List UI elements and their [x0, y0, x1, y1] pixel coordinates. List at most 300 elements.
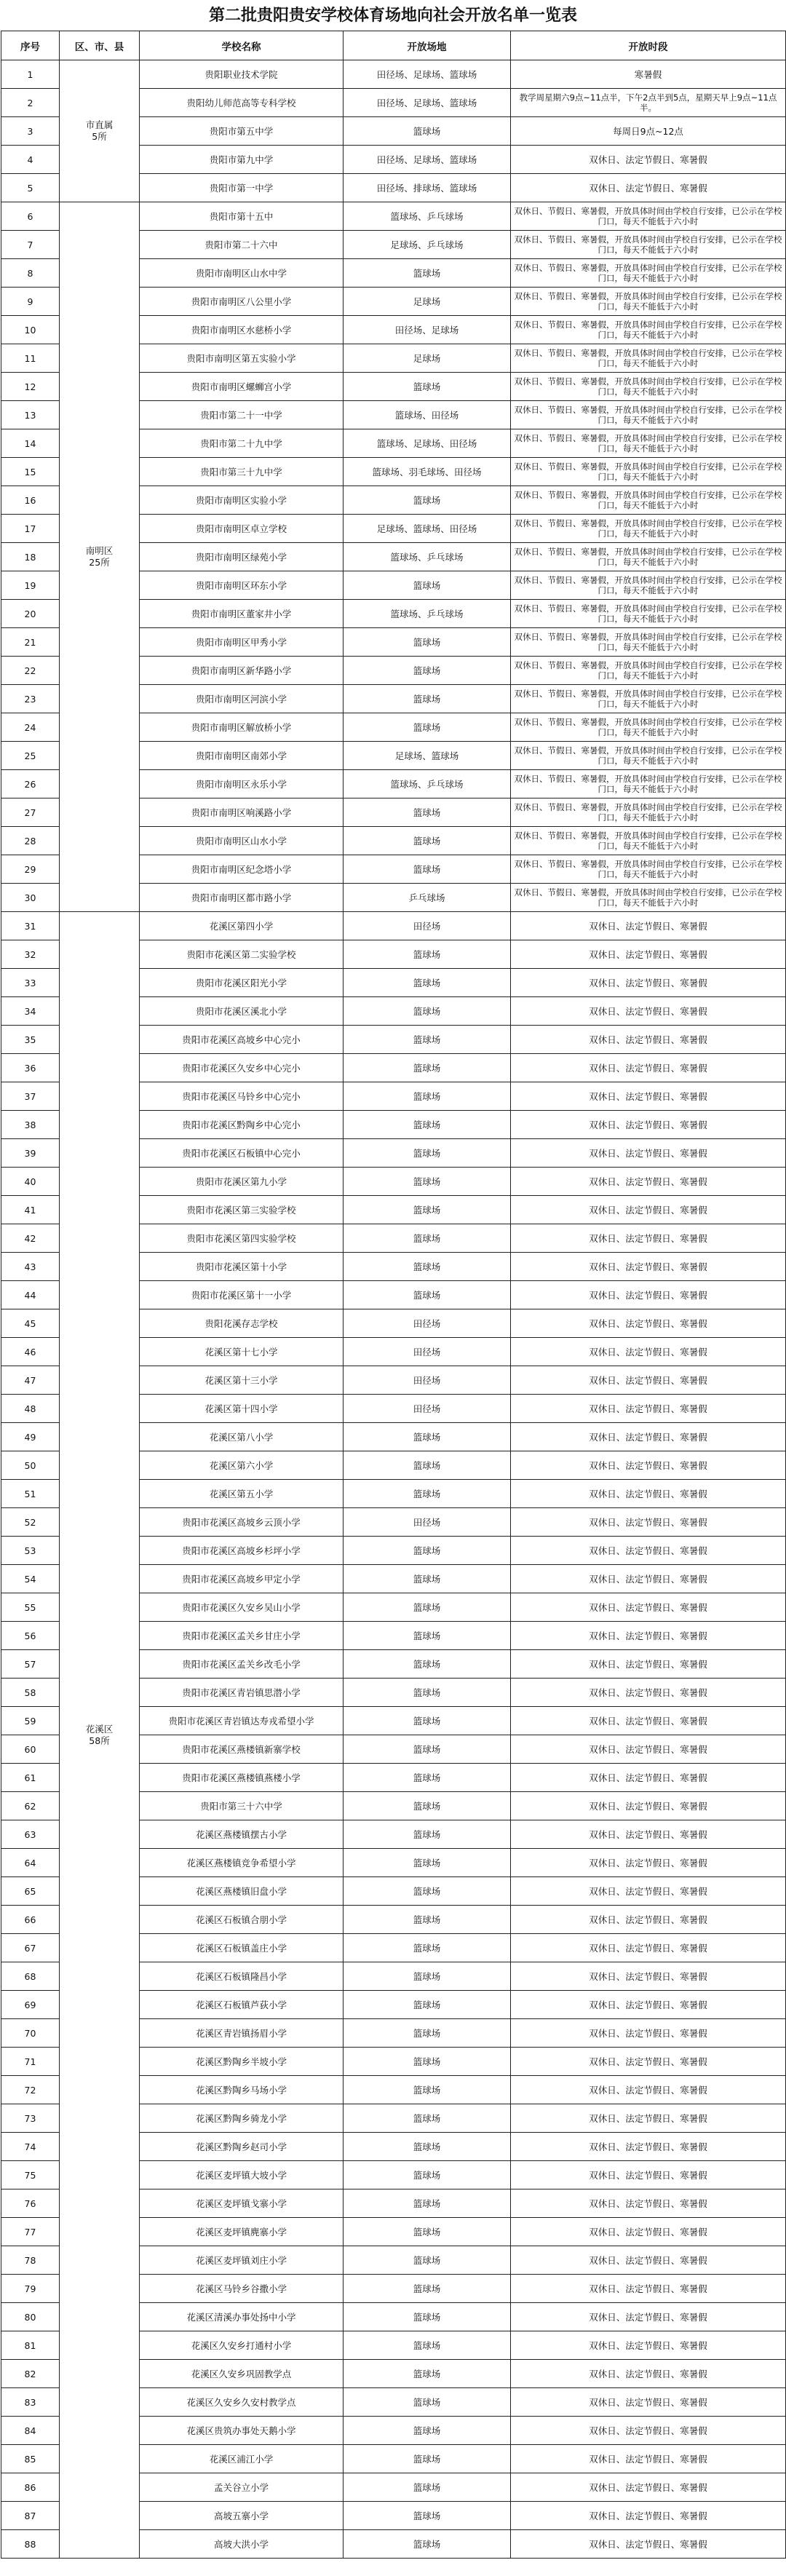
school-name: 花溪区青岩镇扬眉小学	[140, 2019, 344, 2048]
school-name: 贵阳市花溪区久安乡吴山小学	[140, 1593, 344, 1622]
venue: 篮球场	[344, 1735, 511, 1764]
open-hours: 双休日、节假日、寒暑假，开放具体时间由学校自行安排，已公示在学校门口，每天不能低于六小时	[511, 486, 786, 515]
row-number: 34	[1, 997, 60, 1026]
school-name: 贵阳市第五中学	[140, 117, 344, 146]
venue: 篮球场	[344, 2473, 511, 2502]
venue: 篮球场	[344, 1451, 511, 1480]
school-name: 贵阳市南明区甲秀小学	[140, 628, 344, 657]
row-number: 18	[1, 543, 60, 571]
district-cell	[60, 202, 140, 912]
header-hours: 开放时段	[511, 31, 786, 60]
venue: 篮球场	[344, 2048, 511, 2076]
school-name: 贵阳市花溪区第十小学	[140, 1253, 344, 1281]
open-hours: 双休日、法定节假日、寒暑假	[511, 1934, 786, 1962]
venue: 篮球场	[344, 940, 511, 969]
venue: 篮球场	[344, 1537, 511, 1565]
venue: 篮球场	[344, 1792, 511, 1820]
row-number: 76	[1, 2189, 60, 2218]
open-hours: 双休日、节假日、寒暑假，开放具体时间由学校自行安排，已公示在学校门口，每天不能低于六小时	[511, 571, 786, 600]
venue: 篮球场	[344, 2360, 511, 2388]
venue: 篮球场	[344, 827, 511, 855]
row-number: 53	[1, 1537, 60, 1565]
school-name: 贵阳市南明区绿苑小学	[140, 543, 344, 571]
row-number: 87	[1, 2502, 60, 2530]
open-hours: 寒暑假	[511, 60, 786, 89]
open-hours: 双休日、法定节假日、寒暑假	[511, 969, 786, 997]
row-number: 59	[1, 1707, 60, 1735]
open-hours: 双休日、法定节假日、寒暑假	[511, 1366, 786, 1395]
venue: 篮球场	[344, 1139, 511, 1168]
school-name: 花溪区燕楼镇旧盘小学	[140, 1877, 344, 1906]
venue: 田径场	[344, 1338, 511, 1366]
district-cell	[60, 912, 140, 2559]
school-name: 贵阳市南明区解放桥小学	[140, 713, 344, 742]
row-number: 43	[1, 1253, 60, 1281]
venue: 田径场	[344, 1395, 511, 1423]
school-name: 贵阳市南明区新华路小学	[140, 657, 344, 685]
school-name: 花溪区黔陶乡马场小学	[140, 2076, 344, 2104]
open-hours: 双休日、节假日、寒暑假，开放具体时间由学校自行安排，已公示在学校门口，每天不能低于六小时	[511, 316, 786, 344]
open-hours: 双休日、法定节假日、寒暑假	[511, 2445, 786, 2473]
venue: 篮球场	[344, 1764, 511, 1792]
venue: 篮球场	[344, 1877, 511, 1906]
row-number: 54	[1, 1565, 60, 1593]
school-name: 贵阳市花溪区第三实验学校	[140, 1196, 344, 1224]
venue: 足球场、篮球场、田径场	[344, 515, 511, 543]
open-hours: 双休日、节假日、寒暑假，开放具体时间由学校自行安排，已公示在学校门口，每天不能低于六小时	[511, 713, 786, 742]
school-name: 花溪区黔陶乡骑龙小学	[140, 2104, 344, 2133]
school-name: 贵阳市南明区山水小学	[140, 827, 344, 855]
row-number: 23	[1, 685, 60, 713]
venue: 篮球场	[344, 997, 511, 1026]
school-name: 花溪区第十四小学	[140, 1395, 344, 1423]
school-name: 花溪区燕楼镇摆古小学	[140, 1820, 344, 1849]
school-name: 贵阳市南明区螺蛳宫小学	[140, 373, 344, 401]
row-number: 19	[1, 571, 60, 600]
row-number: 45	[1, 1309, 60, 1338]
row-number: 14	[1, 429, 60, 458]
row-number: 55	[1, 1593, 60, 1622]
school-name: 贵阳市南明区实验小学	[140, 486, 344, 515]
open-hours: 双休日、法定节假日、寒暑假	[511, 1508, 786, 1537]
open-hours: 双休日、法定节假日、寒暑假	[511, 1026, 786, 1054]
venue: 篮球场	[344, 1962, 511, 1991]
row-number: 38	[1, 1111, 60, 1139]
open-hours: 双休日、法定节假日、寒暑假	[511, 940, 786, 969]
open-hours: 双休日、法定节假日、寒暑假	[511, 1849, 786, 1877]
school-name: 贵阳市花溪区高坡乡中心完小	[140, 1026, 344, 1054]
district-name: 花溪区	[85, 1723, 114, 1735]
venue: 足球场	[344, 344, 511, 373]
open-hours: 双休日、法定节假日、寒暑假	[511, 2189, 786, 2218]
school-name: 贵阳市花溪区第十一小学	[140, 1281, 344, 1309]
table-body	[1, 60, 786, 2559]
open-hours: 双休日、法定节假日、寒暑假	[511, 2019, 786, 2048]
school-name: 贵阳市花溪区高坡乡杉坪小学	[140, 1537, 344, 1565]
venue: 篮球场	[344, 373, 511, 401]
row-number: 6	[1, 202, 60, 231]
school-name: 贵阳市第三十六中学	[140, 1792, 344, 1820]
open-hours: 双休日、节假日、寒暑假，开放具体时间由学校自行安排，已公示在学校门口，每天不能低于六小时	[511, 259, 786, 288]
open-hours: 双休日、节假日、寒暑假，开放具体时间由学校自行安排，已公示在学校门口，每天不能低于六小时	[511, 202, 786, 231]
school-name: 花溪区黔陶乡赵司小学	[140, 2133, 344, 2161]
venue: 篮球场	[344, 2502, 511, 2530]
district-count: 25所	[89, 557, 110, 568]
open-hours: 双休日、法定节假日、寒暑假	[511, 2473, 786, 2502]
open-hours: 双休日、法定节假日、寒暑假	[511, 2502, 786, 2530]
open-hours: 双休日、法定节假日、寒暑假	[511, 1593, 786, 1622]
school-name: 贵阳幼儿师范高等专科学校	[140, 89, 344, 117]
row-number: 28	[1, 827, 60, 855]
open-hours: 双休日、法定节假日、寒暑假	[511, 1735, 786, 1764]
open-hours: 双休日、节假日、寒暑假，开放具体时间由学校自行安排，已公示在学校门口，每天不能低于六小时	[511, 884, 786, 912]
row-number: 56	[1, 1622, 60, 1650]
venue: 篮球场	[344, 117, 511, 146]
venue: 篮球场	[344, 2104, 511, 2133]
venue: 篮球场	[344, 1054, 511, 1082]
district-name: 市直属	[85, 119, 114, 130]
venue: 篮球场	[344, 798, 511, 827]
open-hours: 双休日、节假日、寒暑假，开放具体时间由学校自行安排，已公示在学校门口，每天不能低于六小时	[511, 827, 786, 855]
row-number: 78	[1, 2246, 60, 2275]
venue: 篮球场、田径场	[344, 401, 511, 429]
row-number: 17	[1, 515, 60, 543]
row-number: 32	[1, 940, 60, 969]
school-name: 贵阳市花溪区高坡乡云顶小学	[140, 1508, 344, 1537]
school-name: 贵阳市花溪区第四实验学校	[140, 1224, 344, 1253]
school-name: 花溪区第六小学	[140, 1451, 344, 1480]
venue: 田径场、足球场、篮球场	[344, 146, 511, 174]
venue: 篮球场	[344, 2189, 511, 2218]
school-name: 贵阳市南明区河滨小学	[140, 685, 344, 713]
header-school: 学校名称	[140, 31, 344, 60]
school-name: 花溪区第十七小学	[140, 1338, 344, 1366]
venue: 篮球场	[344, 1168, 511, 1196]
venue: 田径场、排球场、篮球场	[344, 174, 511, 202]
open-hours: 双休日、法定节假日、寒暑假	[511, 1224, 786, 1253]
table-row	[1, 912, 786, 940]
school-name: 贵阳市花溪区第九小学	[140, 1168, 344, 1196]
row-number: 21	[1, 628, 60, 657]
venue: 足球场	[344, 288, 511, 316]
open-hours: 双休日、节假日、寒暑假，开放具体时间由学校自行安排，已公示在学校门口，每天不能低于六小时	[511, 628, 786, 657]
venue: 篮球场	[344, 2445, 511, 2473]
venue: 篮球场	[344, 1906, 511, 1934]
table-row	[1, 60, 786, 89]
district-cell	[60, 60, 140, 202]
school-name: 贵阳市南明区八公里小学	[140, 288, 344, 316]
school-name: 贵阳市花溪区高坡乡甲定小学	[140, 1565, 344, 1593]
row-number: 33	[1, 969, 60, 997]
row-number: 75	[1, 2161, 60, 2189]
school-name: 花溪区麦坪镇刘庄小学	[140, 2246, 344, 2275]
open-hours: 双休日、法定节假日、寒暑假	[511, 1820, 786, 1849]
row-number: 85	[1, 2445, 60, 2473]
row-number: 42	[1, 1224, 60, 1253]
venue: 篮球场	[344, 2133, 511, 2161]
venue: 篮球场	[344, 969, 511, 997]
school-name: 花溪区燕楼镇竞争希望小学	[140, 1849, 344, 1877]
venue: 篮球场、乒乓球场	[344, 202, 511, 231]
row-number: 10	[1, 316, 60, 344]
row-number: 37	[1, 1082, 60, 1111]
school-name: 花溪区第十三小学	[140, 1366, 344, 1395]
open-hours: 双休日、法定节假日、寒暑假	[511, 1309, 786, 1338]
school-name: 贵阳市花溪区燕楼镇燕楼小学	[140, 1764, 344, 1792]
district-count: 58所	[89, 1735, 110, 1746]
venue: 篮球场	[344, 1849, 511, 1877]
row-number: 58	[1, 1679, 60, 1707]
venue: 篮球场	[344, 2076, 511, 2104]
open-hours: 双休日、法定节假日、寒暑假	[511, 1707, 786, 1735]
open-hours: 双休日、法定节假日、寒暑假	[511, 1338, 786, 1366]
row-number: 4	[1, 146, 60, 174]
open-hours: 双休日、法定节假日、寒暑假	[511, 1480, 786, 1508]
row-number: 3	[1, 117, 60, 146]
venue: 篮球场、乒乓球场	[344, 770, 511, 798]
row-number: 24	[1, 713, 60, 742]
row-number: 60	[1, 1735, 60, 1764]
school-name: 花溪区贵筑办事处天鹅小学	[140, 2417, 344, 2445]
open-hours: 双休日、法定节假日、寒暑假	[511, 1650, 786, 1679]
school-name: 贵阳市花溪区孟关乡改毛小学	[140, 1650, 344, 1679]
open-hours: 双休日、法定节假日、寒暑假	[511, 1423, 786, 1451]
school-name: 孟关谷立小学	[140, 2473, 344, 2502]
open-hours: 双休日、法定节假日、寒暑假	[511, 1111, 786, 1139]
school-name: 贵阳市花溪区黔陶乡中心完小	[140, 1111, 344, 1139]
venue: 足球场、乒乓球场	[344, 231, 511, 259]
venue: 篮球场	[344, 628, 511, 657]
school-name: 贵阳市花溪区青岩镇思潜小学	[140, 1679, 344, 1707]
school-name: 贵阳市南明区南郊小学	[140, 742, 344, 770]
open-hours: 双休日、法定节假日、寒暑假	[511, 2133, 786, 2161]
venue: 篮球场	[344, 1622, 511, 1650]
row-number: 81	[1, 2331, 60, 2360]
row-number: 79	[1, 2275, 60, 2303]
venue: 篮球场	[344, 2388, 511, 2417]
row-number: 47	[1, 1366, 60, 1395]
venue: 篮球场	[344, 685, 511, 713]
row-number: 12	[1, 373, 60, 401]
header-venue: 开放场地	[344, 31, 511, 60]
open-hours: 双休日、法定节假日、寒暑假	[511, 1877, 786, 1906]
open-hours: 双休日、法定节假日、寒暑假	[511, 1253, 786, 1281]
venue: 篮球场	[344, 2530, 511, 2559]
school-name: 花溪区马铃乡谷撒小学	[140, 2275, 344, 2303]
school-name: 贵阳市花溪区马铃乡中心完小	[140, 1082, 344, 1111]
school-name: 花溪区久安乡久安村教学点	[140, 2388, 344, 2417]
open-hours: 教学周星期六9点~11点半，下午2点半到5点，星期天早上9点~11点半。	[511, 89, 786, 117]
venue: 篮球场	[344, 1565, 511, 1593]
open-hours: 双休日、节假日、寒暑假，开放具体时间由学校自行安排，已公示在学校门口，每天不能低于六小时	[511, 742, 786, 770]
venue: 足球场、篮球场	[344, 742, 511, 770]
open-hours: 双休日、法定节假日、寒暑假	[511, 2076, 786, 2104]
row-number: 52	[1, 1508, 60, 1537]
row-number: 1	[1, 60, 60, 89]
venue: 篮球场	[344, 1281, 511, 1309]
district-count: 5所	[92, 131, 107, 142]
venue: 篮球场	[344, 2417, 511, 2445]
venue: 篮球场	[344, 1991, 511, 2019]
school-name: 贵阳市花溪区溪北小学	[140, 997, 344, 1026]
school-name: 贵阳市花溪区石板镇中心完小	[140, 1139, 344, 1168]
open-hours: 双休日、法定节假日、寒暑假	[511, 1537, 786, 1565]
row-number: 51	[1, 1480, 60, 1508]
venue: 篮球场	[344, 571, 511, 600]
open-hours: 双休日、法定节假日、寒暑假	[511, 2104, 786, 2133]
table-row	[1, 202, 786, 231]
school-name: 贵阳市第二十九中学	[140, 429, 344, 458]
venue: 篮球场	[344, 2019, 511, 2048]
open-hours: 双休日、法定节假日、寒暑假	[511, 1395, 786, 1423]
open-hours: 双休日、节假日、寒暑假，开放具体时间由学校自行安排，已公示在学校门口，每天不能低于六小时	[511, 770, 786, 798]
row-number: 16	[1, 486, 60, 515]
venue: 篮球场	[344, 2303, 511, 2331]
venue: 篮球场	[344, 1650, 511, 1679]
district-name: 南明区	[85, 545, 114, 556]
open-hours: 双休日、法定节假日、寒暑假	[511, 1168, 786, 1196]
venue: 篮球场、羽毛球场、田径场	[344, 458, 511, 486]
school-name: 贵阳市花溪区孟关乡甘庄小学	[140, 1622, 344, 1650]
row-number: 26	[1, 770, 60, 798]
open-hours: 双休日、节假日、寒暑假，开放具体时间由学校自行安排，已公示在学校门口，每天不能低于六小时	[511, 657, 786, 685]
school-name: 花溪区清溪办事处扬中小学	[140, 2303, 344, 2331]
school-name: 花溪区麦坪镇麂寨小学	[140, 2218, 344, 2246]
school-name: 花溪区第五小学	[140, 1480, 344, 1508]
open-hours: 双休日、法定节假日、寒暑假	[511, 1451, 786, 1480]
open-hours: 双休日、法定节假日、寒暑假	[511, 2530, 786, 2559]
school-name: 贵阳市南明区山水中学	[140, 259, 344, 288]
open-hours: 双休日、法定节假日、寒暑假	[511, 912, 786, 940]
row-number: 63	[1, 1820, 60, 1849]
school-name: 贵阳市南明区响溪路小学	[140, 798, 344, 827]
row-number: 88	[1, 2530, 60, 2559]
school-name: 花溪区麦坪镇大坡小学	[140, 2161, 344, 2189]
school-name: 高坡五寨小学	[140, 2502, 344, 2530]
venue: 篮球场、乒乓球场	[344, 600, 511, 628]
row-number: 41	[1, 1196, 60, 1224]
row-number: 84	[1, 2417, 60, 2445]
open-hours: 双休日、法定节假日、寒暑假	[511, 2388, 786, 2417]
school-name: 贵阳市南明区纪念塔小学	[140, 855, 344, 884]
venue: 篮球场	[344, 2246, 511, 2275]
row-number: 46	[1, 1338, 60, 1366]
row-number: 49	[1, 1423, 60, 1451]
venue: 篮球场	[344, 855, 511, 884]
open-hours: 双休日、法定节假日、寒暑假	[511, 997, 786, 1026]
row-number: 5	[1, 174, 60, 202]
venue: 篮球场	[344, 1820, 511, 1849]
row-number: 35	[1, 1026, 60, 1054]
open-hours: 双休日、法定节假日、寒暑假	[511, 2161, 786, 2189]
open-hours: 双休日、法定节假日、寒暑假	[511, 1792, 786, 1820]
venue: 篮球场	[344, 486, 511, 515]
venue: 篮球场	[344, 1224, 511, 1253]
row-number: 36	[1, 1054, 60, 1082]
open-hours: 双休日、法定节假日、寒暑假	[511, 1622, 786, 1650]
venue: 篮球场、乒乓球场	[344, 543, 511, 571]
venue: 田径场	[344, 1309, 511, 1338]
school-name: 贵阳市南明区董家井小学	[140, 600, 344, 628]
open-hours: 双休日、法定节假日、寒暑假	[511, 2303, 786, 2331]
open-hours: 双休日、节假日、寒暑假，开放具体时间由学校自行安排，已公示在学校门口，每天不能低于六小时	[511, 231, 786, 259]
row-number: 70	[1, 2019, 60, 2048]
open-hours: 双休日、节假日、寒暑假，开放具体时间由学校自行安排，已公示在学校门口，每天不能低于六小时	[511, 458, 786, 486]
open-hours: 双休日、法定节假日、寒暑假	[511, 2417, 786, 2445]
row-number: 29	[1, 855, 60, 884]
row-number: 74	[1, 2133, 60, 2161]
row-number: 57	[1, 1650, 60, 1679]
open-hours: 双休日、节假日、寒暑假，开放具体时间由学校自行安排，已公示在学校门口，每天不能低于六小时	[511, 798, 786, 827]
open-hours: 双休日、法定节假日、寒暑假	[511, 174, 786, 202]
row-number: 83	[1, 2388, 60, 2417]
row-number: 27	[1, 798, 60, 827]
row-number: 66	[1, 1906, 60, 1934]
row-number: 22	[1, 657, 60, 685]
row-number: 25	[1, 742, 60, 770]
venue: 乒乓球场	[344, 884, 511, 912]
row-number: 15	[1, 458, 60, 486]
open-hours: 双休日、节假日、寒暑假，开放具体时间由学校自行安排，已公示在学校门口，每天不能低于六小时	[511, 429, 786, 458]
row-number: 71	[1, 2048, 60, 2076]
school-venue-table	[1, 31, 786, 2559]
row-number: 77	[1, 2218, 60, 2246]
row-number: 73	[1, 2104, 60, 2133]
school-name: 花溪区久安乡巩固教学点	[140, 2360, 344, 2388]
school-name: 贵阳市花溪区阳光小学	[140, 969, 344, 997]
row-number: 62	[1, 1792, 60, 1820]
open-hours: 双休日、节假日、寒暑假，开放具体时间由学校自行安排，已公示在学校门口，每天不能低于六小时	[511, 515, 786, 543]
row-number: 40	[1, 1168, 60, 1196]
venue: 篮球场	[344, 259, 511, 288]
row-number: 82	[1, 2360, 60, 2388]
school-name: 贵阳市花溪区燕楼镇新寨学校	[140, 1735, 344, 1764]
open-hours: 双休日、法定节假日、寒暑假	[511, 2218, 786, 2246]
open-hours: 双休日、节假日、寒暑假，开放具体时间由学校自行安排，已公示在学校门口，每天不能低于六小时	[511, 373, 786, 401]
school-name: 贵阳市南明区水慈桥小学	[140, 316, 344, 344]
school-name: 花溪区浦江小学	[140, 2445, 344, 2473]
venue: 篮球场、足球场、田径场	[344, 429, 511, 458]
venue: 田径场、足球场、篮球场	[344, 60, 511, 89]
row-number: 72	[1, 2076, 60, 2104]
open-hours: 双休日、法定节假日、寒暑假	[511, 2048, 786, 2076]
school-name: 贵阳市南明区第五实验小学	[140, 344, 344, 373]
open-hours: 双休日、节假日、寒暑假，开放具体时间由学校自行安排，已公示在学校门口，每天不能低于六小时	[511, 288, 786, 316]
open-hours: 双休日、法定节假日、寒暑假	[511, 2275, 786, 2303]
open-hours: 双休日、法定节假日、寒暑假	[511, 1679, 786, 1707]
open-hours: 双休日、法定节假日、寒暑假	[511, 1991, 786, 2019]
venue: 篮球场	[344, 713, 511, 742]
venue: 篮球场	[344, 1679, 511, 1707]
school-name: 高坡大洪小学	[140, 2530, 344, 2559]
venue: 篮球场	[344, 1593, 511, 1622]
row-number: 8	[1, 259, 60, 288]
open-hours: 双休日、节假日、寒暑假，开放具体时间由学校自行安排，已公示在学校门口，每天不能低于六小时	[511, 855, 786, 884]
open-hours: 双休日、法定节假日、寒暑假	[511, 1906, 786, 1934]
school-name: 贵阳市花溪区第二实验学校	[140, 940, 344, 969]
row-number: 2	[1, 89, 60, 117]
row-number: 65	[1, 1877, 60, 1906]
open-hours: 每周日9点~12点	[511, 117, 786, 146]
school-name: 花溪区久安乡打通村小学	[140, 2331, 344, 2360]
row-number: 50	[1, 1451, 60, 1480]
header-district: 区、市、县	[60, 31, 140, 60]
venue: 篮球场	[344, 1480, 511, 1508]
venue: 篮球场	[344, 1707, 511, 1735]
school-name: 贵阳市南明区卓立学校	[140, 515, 344, 543]
school-name: 贵阳市南明区永乐小学	[140, 770, 344, 798]
school-name: 花溪区黔陶乡半坡小学	[140, 2048, 344, 2076]
